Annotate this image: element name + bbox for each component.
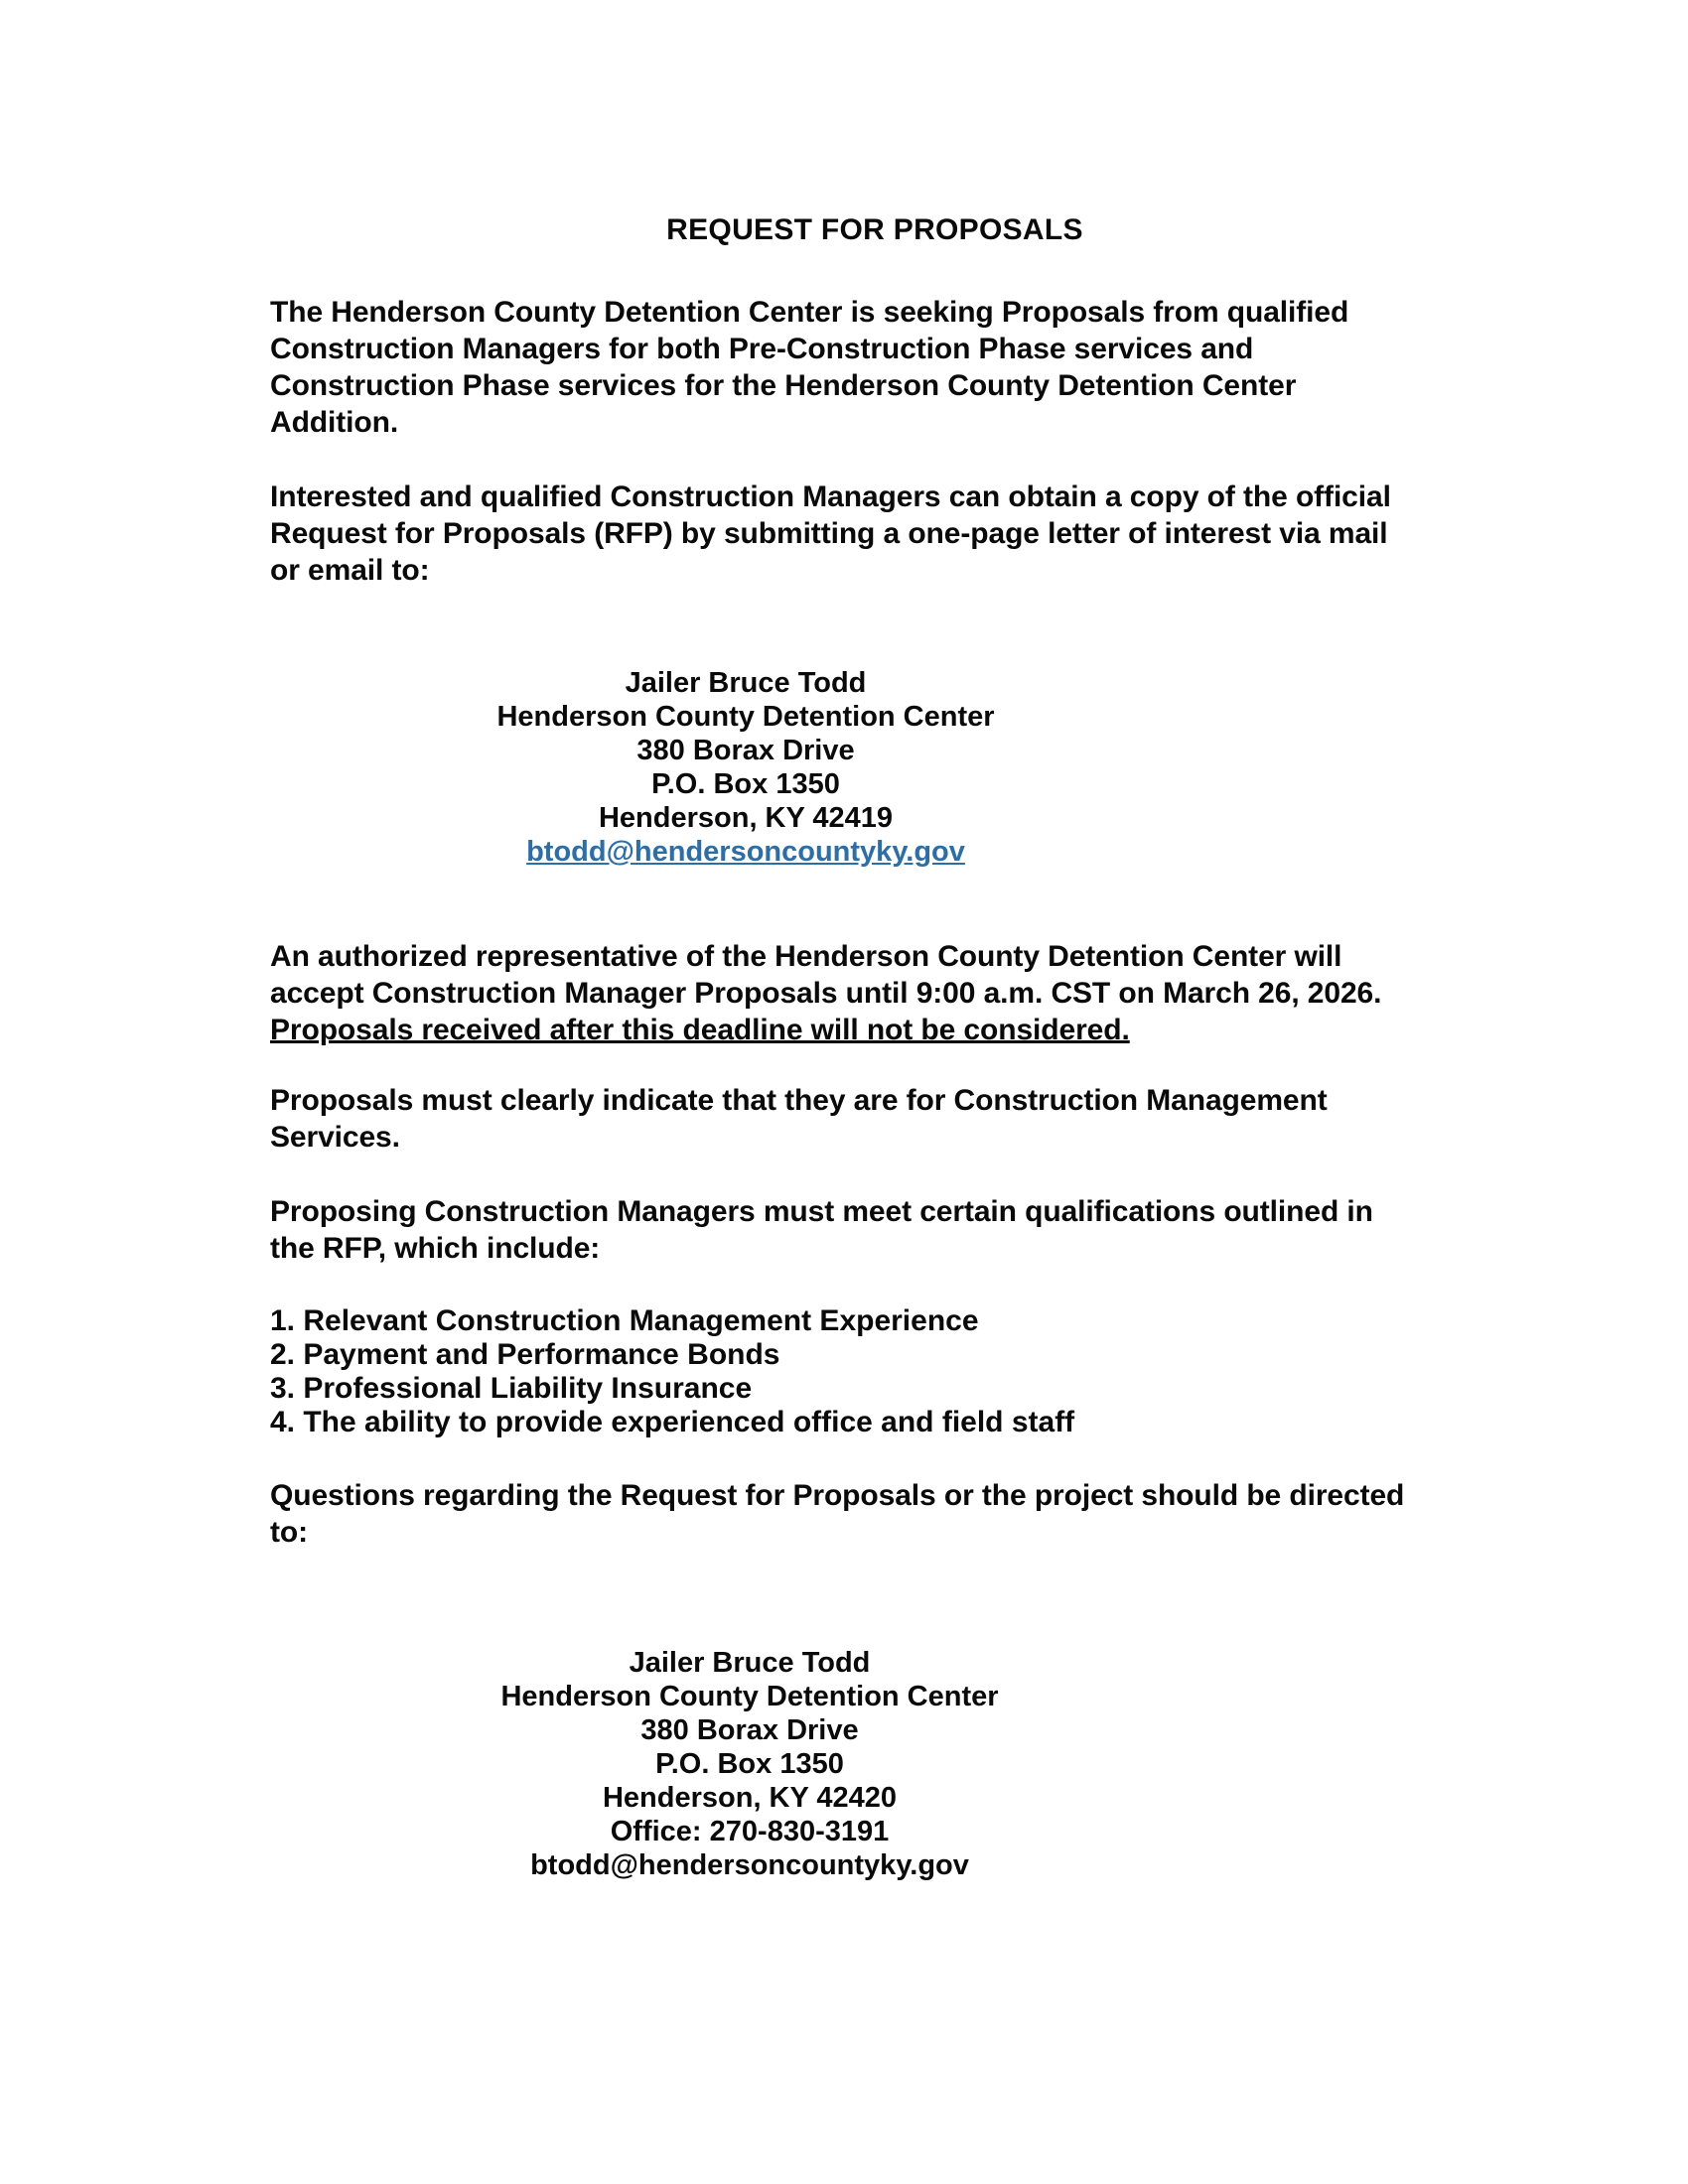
paragraph-intro: The Henderson County Detention Center is seeking Proposals from qualified Construction Managers for both Pre-Construction Phase services and Construction Phase services for the Henderson County Detention Center Addition. [270, 296, 1349, 439]
contact-email: btodd@hendersoncountyky.gov [530, 1849, 969, 1881]
contact-organization: Henderson County Detention Center [500, 1681, 999, 1712]
paragraph-indicate-services: Proposals must clearly indicate that they are for Construction Management Services. [270, 1084, 1328, 1154]
spacer [270, 626, 1460, 666]
qualifications-list [270, 1304, 1460, 1439]
contact-city-state-zip: Henderson, KY 42420 [602, 1782, 898, 1814]
contact-city-state-zip: Henderson, KY 42419 [598, 802, 894, 834]
paragraph-obtain-copy: Interested and qualified Construction Managers can obtain a copy of the official Request for Proposals (RFP) by submitting a one-page letter of interest via mail or email to: [270, 480, 1391, 587]
page-title: REQUEST FOR PROPOSALS [666, 213, 1083, 246]
list-item: 3. Professional Liability Insurance [270, 1372, 753, 1405]
paragraph-questions: Questions regarding the Request for Proposals or the project should be directed to: [270, 1479, 1405, 1549]
deadline-emphasis-text: Proposals received after this deadline will not be considered. [270, 1014, 1130, 1046]
spacer [270, 1588, 1460, 1646]
contact-po-box: P.O. Box 1350 [651, 768, 840, 800]
spacer [270, 869, 1460, 938]
list-item: 1. Relevant Construction Management Experience [270, 1304, 979, 1337]
contact-block-questions [270, 1646, 1460, 1882]
contact-name: Jailer Bruce Todd [629, 1647, 871, 1679]
list-item: 4. The ability to provide experienced office and field staff [270, 1406, 1075, 1438]
paragraph-qualifications-intro: Proposing Construction Managers must meet certain qualifications outlined in the RFP, which include: [270, 1195, 1373, 1265]
list-item: 2. Payment and Performance Bonds [270, 1338, 780, 1371]
contact-organization: Henderson County Detention Center [496, 701, 995, 733]
contact-name: Jailer Bruce Todd [625, 667, 867, 699]
contact-block-rfp-request [270, 666, 1460, 869]
contact-street: 380 Borax Drive [636, 735, 855, 766]
contact-po-box: P.O. Box 1350 [655, 1748, 844, 1780]
contact-street: 380 Borax Drive [640, 1714, 859, 1746]
contact-email-link-wrapper [270, 835, 1221, 869]
contact-email-link[interactable]: btodd@hendersoncountyky.gov [526, 836, 965, 868]
contact-office-phone: Office: 270-830-3191 [610, 1816, 890, 1847]
paragraph-deadline [270, 938, 1422, 1048]
deadline-main-text: An authorized representative of the Henderson County Detention Center will accept Construction Manager Proposals until 9:00 a.m. CST on March 26, 2026. [270, 940, 1382, 1010]
